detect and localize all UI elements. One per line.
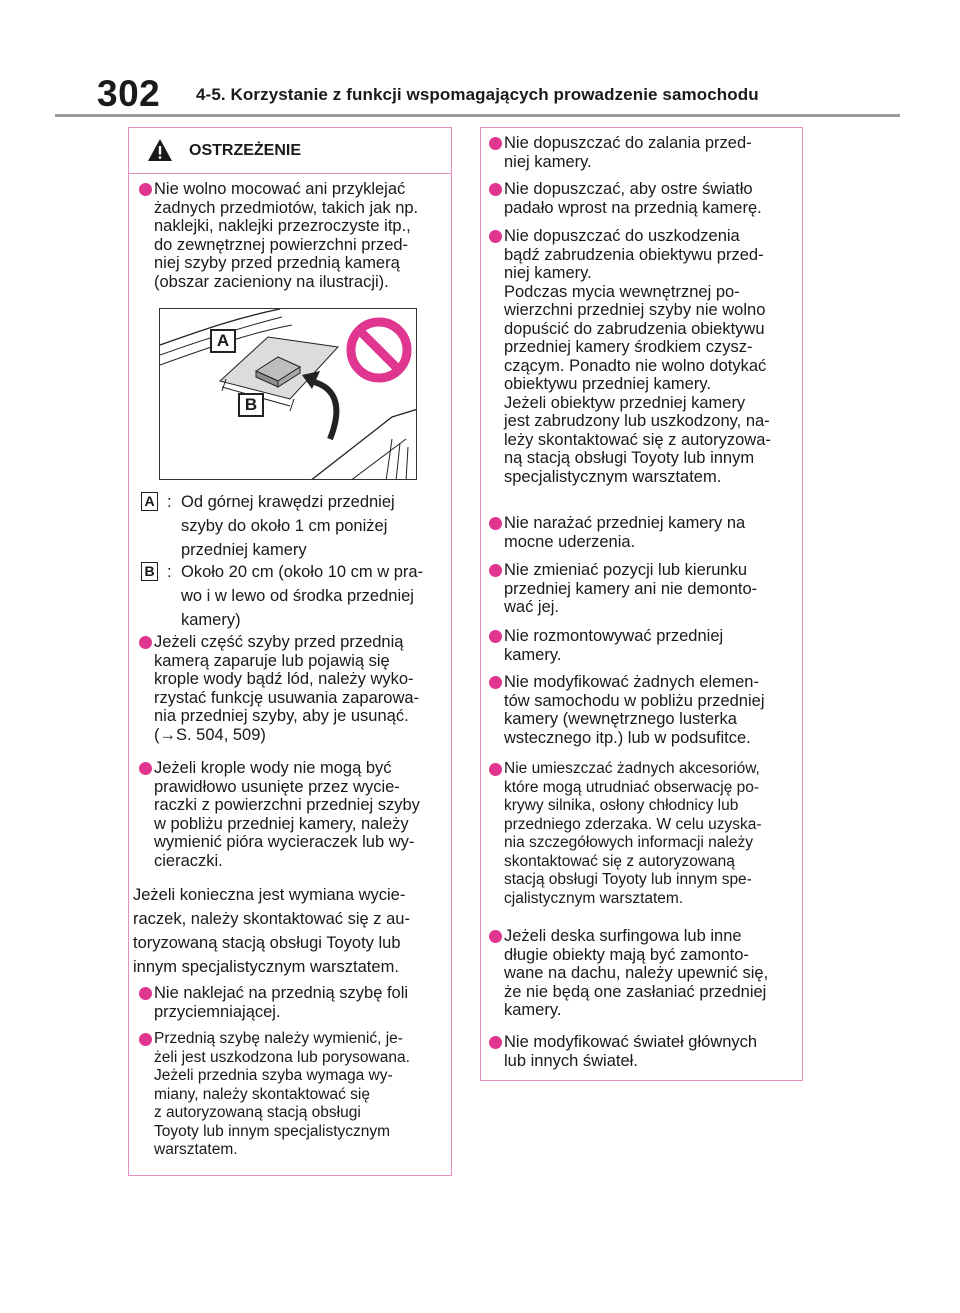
page-number: 302 [97, 73, 161, 114]
list-item-text: Nie naklejać na przednią szybę foli przyciemniającej. [154, 984, 409, 1021]
bullet-icon [139, 987, 152, 1000]
list-item [489, 227, 804, 486]
list-item-text: Jeżeli krople wody nie mogą być prawidłowo usunięte przez wycie- raczki z powierzchni przedniej szyby w pobliżu przedniej kamery, należy wymienić pióra wycieraczek lub wy- cieraczki. [154, 759, 420, 870]
list-item-text: Nie modyfikować żadnych elemen- tów samochodu w pobliżu przedniej kamery (wewnętrznego lusterka wstecznego itp.) lub w podsufitce. [504, 673, 765, 747]
list-item [489, 514, 799, 551]
warning-box-right [480, 127, 803, 1081]
list-item-text: Przednią szybę należy wymienić, je- żeli jest uszkodzona lub porysowana. Jeżeli przednia szyba wymaga wy- miany, należy skontaktować się z autoryzowaną stacją obsługi Toyoty lub innym specjalistycznym warsztatem. [154, 1030, 410, 1158]
warning-box-left [128, 127, 452, 1176]
page-header [0, 0, 960, 120]
info-paragraph: Jeżeli konieczna jest wymiana wycie- raczek, należy skontaktować się z au- toryzowaną stacją obsługi Toyoty lub innym specjalistycznym warsztatem. [133, 886, 410, 976]
list-item [489, 1033, 799, 1070]
bullet-icon [489, 183, 502, 196]
list-item [139, 633, 449, 744]
bullet-icon [139, 636, 152, 649]
bullet-icon [489, 564, 502, 577]
list-item [489, 180, 799, 217]
list-item [139, 759, 449, 870]
windshield-camera-illustration [159, 308, 417, 480]
bullet-icon [489, 230, 502, 243]
list-item-text: Nie umieszczać żadnych akcesoriów, które mogą utrudniać obserwację po- krywy silnika, osłony chłodnicy lub przedniego zderzaka. W celu uzyska- nia szczegółowych informacji należy skontaktować się z autoryzowaną stacją obsługi Toyoty lub innym spe- cjalistycznym warsztatem. [504, 760, 762, 907]
list-item-text: Jeżeli część szyby przed przednią kamerą zaparuje lub pojawią się krople wody bądź lód, należy wyko- rzystać funkcję usuwania zaparowa- nia przedniej szyby, aby je usunąć. (→S. 504, 509) [154, 633, 420, 744]
bullet-icon [139, 762, 152, 775]
legend-a [141, 490, 446, 562]
bullet-icon [489, 630, 502, 643]
list-item-text: Nie dopuszczać, aby ostre światło padało wprost na przednią kamerę. [504, 180, 762, 217]
list-item-text: Nie dopuszczać do zalania przed- niej kamery. [504, 134, 752, 171]
list-item [489, 927, 799, 1020]
list-item-text: Nie dopuszczać do uszkodzenia bądź zabrudzenia obiektywu przed- niej kamery. Podczas mycia wewnętrznej po- wierzchni przedniej szyby nie wolno dopuścić do zabrudzenia obiektywu przedniej kamery środkiem czysz- czącym. Ponadto nie wolno dotykać obiektywu przedniej kamery. Jeżeli obiektyw przedniej kamery jest zabrudzony lub uszkodzony, na- leży skontaktować się z autoryzowa- ną stacją obsługi Toyoty lub innym specjalistycznym warsztatem. [504, 227, 771, 486]
list-item-text: Jeżeli deska surfingowa lub inne długie obiekty mają być zamonto- wane na dachu, należy upewnić się, że nie będą one zasłaniać przedniej kamery. [504, 927, 769, 1019]
figure-label-a: A [210, 329, 236, 353]
list-item-text: Nie modyfikować świateł głównych lub innych świateł. [504, 1033, 758, 1070]
list-item [139, 984, 449, 1021]
list-item-text: Nie wolno mocować ani przyklejać żadnych przedmiotów, takich jak np. naklejki, naklejki przezroczyste itp., do zewnętrznej powierzchni przed- niej szyby przed przednią kamerą (obszar zacieniony na ilustracji). [154, 180, 419, 291]
header-rule [55, 114, 900, 117]
bullet-icon [139, 183, 152, 196]
legend-colon: : [167, 493, 172, 511]
legend-a-text: Od górnej krawędzi przedniej szyby do około 1 cm poniżej przedniej kamery [181, 493, 395, 559]
list-item-text: Nie zmieniać pozycji lub kierunku przedniej kamery ani nie demonto- wać jej. [504, 561, 758, 616]
list-item [489, 760, 801, 908]
bullet-icon [489, 763, 502, 776]
bullet-icon [139, 1033, 152, 1046]
bullet-icon [489, 676, 502, 689]
bullet-icon [489, 1036, 502, 1049]
list-item [489, 627, 799, 664]
no-entry-icon [346, 317, 412, 383]
figure-label-b: B [238, 393, 264, 417]
legend-colon: : [167, 563, 172, 581]
legend-b-text: Około 20 cm (około 10 cm w pra- wo i w lewo od środka przedniej kamery) [181, 563, 424, 629]
warning-header [129, 128, 451, 174]
warning-triangle-icon [147, 138, 173, 162]
list-item [139, 180, 444, 291]
legend-b [141, 560, 446, 632]
list-item-text: Nie rozmontowywać przedniej kamery. [504, 627, 724, 664]
list-item [489, 134, 799, 171]
list-item [489, 673, 799, 747]
bullet-icon [489, 517, 502, 530]
bullet-icon [489, 137, 502, 150]
section-title: 4-5. Korzystanie z funkcji wspomagających prowadzenie samochodu [196, 85, 759, 104]
list-item [139, 1030, 449, 1160]
bullet-icon [489, 930, 502, 943]
list-item-text: Nie narażać przedniej kamery na mocne uderzenia. [504, 514, 746, 551]
legend-key-a: A [141, 492, 158, 511]
warning-label: OSTRZEŻENIE [189, 142, 302, 159]
list-item [489, 561, 799, 617]
legend-key-b: B [141, 562, 158, 581]
